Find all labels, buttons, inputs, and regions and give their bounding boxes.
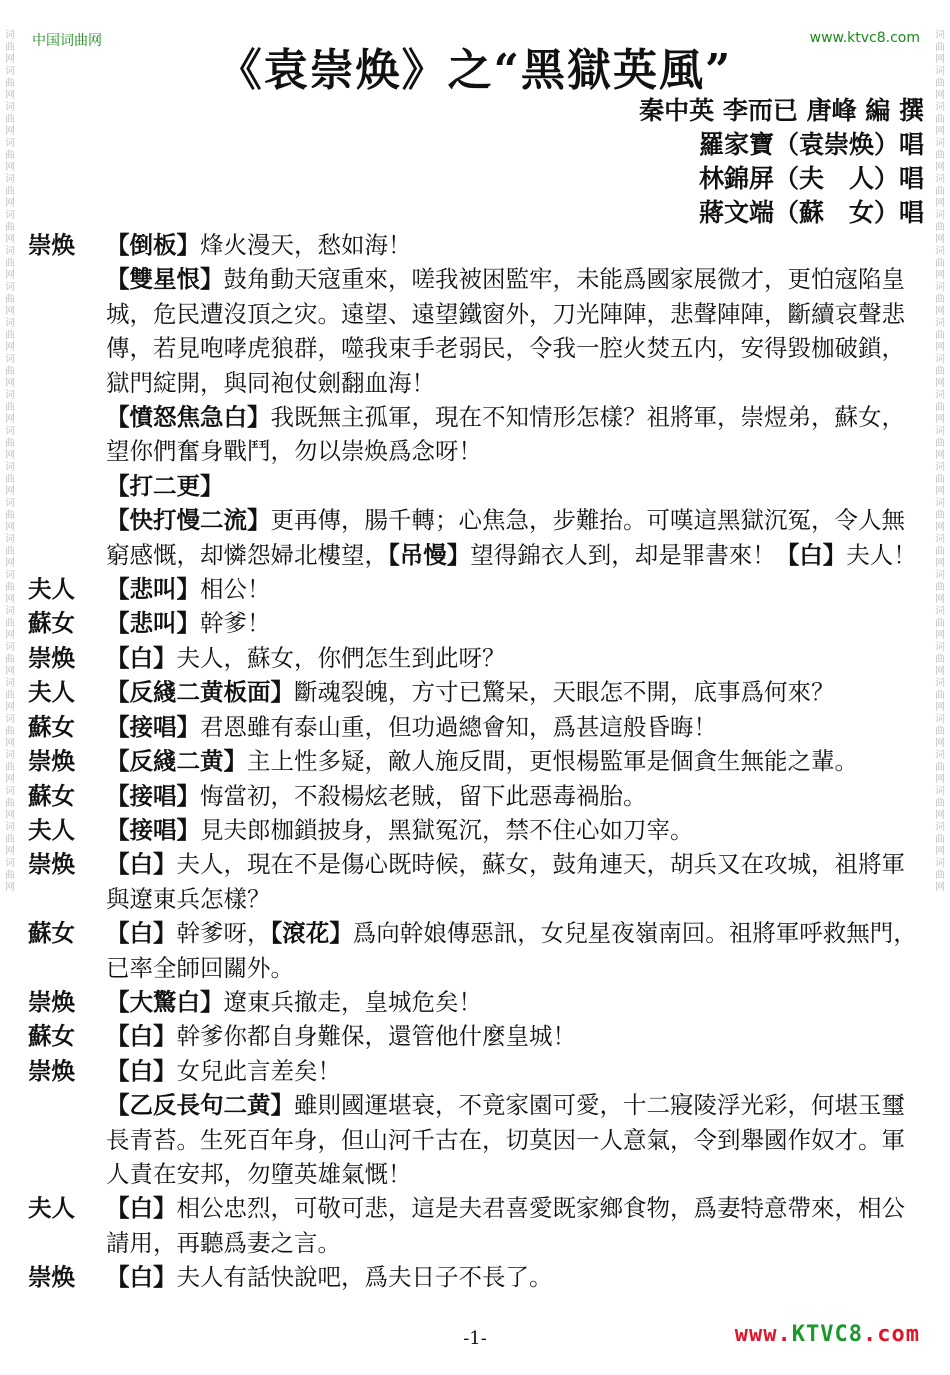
aria-tag: 【白】 (106, 1056, 177, 1085)
logo-part-www: www. (734, 1322, 792, 1347)
ktvc8-logo (735, 1322, 920, 1347)
aria-tag: 【滾花】 (270, 919, 353, 948)
aria-tag: 【白】 (106, 850, 177, 879)
lyric-text: 相公忠烈，可敬可悲，這是夫君喜愛既家鄉食物，爲妻特意帶來，相公請用，再聽爲妻之言。 (106, 1194, 905, 1257)
speaker-name: 崇焕 (28, 231, 75, 259)
aria-tag: 【白】 (106, 1194, 177, 1223)
lyric-text: 爲向幹娘傳惡訊，女兒星夜嶺南回。祖將軍呼救無門，已率全師回關外。 (106, 919, 917, 982)
line-text (106, 675, 928, 709)
script-line (28, 469, 928, 503)
lyric-text: 遼東兵撤走，皇城危矣！ (223, 987, 482, 1016)
line-text (106, 262, 928, 400)
lyric-text: 夫人，現在不是傷心既時候，蘇女，鼓角連天，胡兵又在攻城，祖將軍與遼東兵怎樣？ (106, 850, 905, 913)
lyric-text: 悔當初，不殺楊炫老賊，留下此惡毒禍胎。 (200, 781, 647, 810)
aria-tag: 【接唱】 (106, 712, 200, 741)
aria-tag: 【白】 (106, 919, 177, 948)
logo-part-com: .com (863, 1322, 920, 1347)
credit-line: 秦中英 李而已 唐峰 編 撰 (639, 96, 924, 125)
lyric-text: 幹爹呀， (176, 919, 271, 948)
aria-tag: 【接唱】 (106, 781, 200, 810)
script-line (28, 985, 928, 1019)
site-watermark-left: 中国词曲网 (32, 33, 102, 49)
aria-tag: 【乙反長句二黄】 (106, 1091, 294, 1120)
script-line (28, 503, 928, 572)
lyric-text: 女兒此言差矣！ (176, 1056, 341, 1085)
aria-tag: 【吊慢】 (388, 540, 471, 569)
lyric-text: 雖則國運堪衰，不竟家園可愛，十二寢陵浮光彩，何堪玉璽長青苔。生死百年身，但山河千古在，切莫因一人意氣，令到舉國作奴才。軍人責在安邦，勿墮英雄氣慨！ (106, 1091, 905, 1188)
script-line (28, 1054, 928, 1088)
line-text (106, 1260, 928, 1294)
line-text (106, 847, 928, 916)
line-text (106, 503, 928, 572)
lyric-text: 夫人有話快說吧，爲夫日子不長了。 (176, 1263, 553, 1292)
line-text (106, 1019, 928, 1053)
lyric-text: 烽火漫天，愁如海！ (200, 231, 412, 259)
script-line (28, 675, 928, 709)
line-text (106, 744, 928, 778)
line-text (106, 985, 928, 1019)
aria-tag: 【白】 (106, 643, 177, 672)
document-title: 《袁崇焕》之“黑獄英風” (217, 45, 733, 96)
credit-line: 林錦屏（夫 人）唱 (698, 164, 924, 193)
speaker-name (28, 262, 106, 400)
speaker-name: 夫人 (28, 815, 75, 844)
speaker-name: 夫人 (28, 575, 75, 604)
speaker-name: 崇焕 (28, 987, 75, 1016)
script-line (28, 1260, 928, 1294)
line-text (106, 1191, 928, 1260)
lyric-text: 更再傳，腸千轉；心焦急，步難抬。可嘆這黑獄沉冤，令人無窮感慨，却憐怨婦北樓望， (106, 506, 905, 569)
lyric-text: 我既無主孤軍，現在不知情形怎樣？祖將軍，崇煜弟，蘇女，望你們奮身戰鬥，勿以崇焕爲念呀！ (106, 403, 905, 466)
script-line (28, 641, 928, 675)
aria-tag: 【悲叫】 (106, 575, 200, 604)
speaker-name (28, 503, 106, 572)
speaker-name: 夫人 (28, 678, 75, 707)
speaker-name: 蘇女 (28, 781, 75, 810)
speaker-name: 夫人 (28, 1194, 75, 1223)
line-text (106, 1054, 928, 1088)
line-text (106, 710, 928, 744)
aria-tag: 【憤怒焦急白】 (106, 403, 271, 432)
lyric-text: 相公！ (200, 575, 271, 604)
script-body (28, 228, 928, 1295)
line-text (106, 572, 928, 606)
aria-tag: 【白】 (106, 1263, 177, 1292)
line-text (106, 916, 928, 985)
speaker-name: 蘇女 (28, 1022, 75, 1051)
credit-line: 蔣文端（蘇 女）唱 (698, 198, 924, 227)
credit-line: 羅家寶（袁崇焕）唱 (698, 130, 924, 159)
site-watermark-right: www.ktvc8.com (809, 30, 920, 46)
aria-tag: 【雙星恨】 (106, 265, 224, 294)
script-line (28, 779, 928, 813)
lyric-text: 斷魂裂魄，方寸已驚呆，天眼怎不開，底事爲何來？ (294, 678, 835, 707)
line-text (106, 813, 928, 847)
speaker-name: 崇焕 (28, 1263, 75, 1292)
aria-tag: 【大驚白】 (106, 987, 224, 1016)
script-line (28, 710, 928, 744)
script-line (28, 572, 928, 606)
page-number: -1- (463, 1328, 487, 1349)
aria-tag: 【打二更】 (106, 471, 224, 500)
speaker-name: 蘇女 (28, 609, 75, 638)
speaker-name: 崇焕 (28, 643, 75, 672)
speaker-name (28, 1088, 106, 1191)
line-text (106, 1088, 928, 1191)
lyric-text: 見夫郎枷鎖披身，黑獄冤沉，禁不住心如刀宰。 (200, 815, 694, 844)
line-text (106, 641, 928, 675)
aria-tag: 【反綫二黄】 (106, 747, 247, 776)
aria-tag: 【反綫二黄板面】 (106, 678, 294, 707)
script-line (28, 1191, 928, 1260)
speaker-name: 崇焕 (28, 850, 75, 879)
lyric-text: 夫人，蘇女，你們怎生到此呀？ (176, 643, 506, 672)
aria-tag: 【悲叫】 (106, 609, 200, 638)
logo-part-brand: KTVC8 (791, 1322, 864, 1347)
script-line (28, 813, 928, 847)
aria-tag: 【快打慢二流】 (106, 506, 271, 535)
speaker-name: 蘇女 (28, 712, 75, 741)
lyric-text: 幹爹！ (200, 609, 271, 638)
script-line (28, 1019, 928, 1053)
aria-tag: 【倒板】 (106, 231, 200, 259)
script-line (28, 847, 928, 916)
script-line (28, 262, 928, 400)
line-text (106, 469, 928, 503)
script-line (28, 228, 928, 262)
speaker-name (28, 400, 106, 469)
script-line (28, 744, 928, 778)
script-line (28, 1088, 928, 1191)
speaker-name: 崇焕 (28, 1056, 75, 1085)
credits (639, 94, 924, 230)
lyric-text: 主上性多疑，敵人施反間，更恨楊監軍是個貪生無能之輩。 (247, 747, 858, 776)
script-line (28, 916, 928, 985)
line-text (106, 779, 928, 813)
script-line (28, 400, 928, 469)
line-text (106, 400, 928, 469)
script-line (28, 606, 928, 640)
line-text (106, 228, 928, 262)
speaker-name: 崇焕 (28, 747, 75, 776)
aria-tag: 【白】 (106, 1022, 177, 1051)
lyric-text: 夫人！ (846, 540, 917, 569)
lyric-text: 君恩雖有泰山重，但功過總會知，爲甚這般昏晦！ (200, 712, 717, 741)
side-watermark-right: 词曲网词曲网词曲网词曲网词曲网词曲网词曲网词曲网词曲网词曲网词曲网词曲网词曲网词曲网词曲网词曲网词曲网词曲网词曲网词曲网词曲网词曲网词曲网词曲网 (935, 30, 945, 893)
speaker-name: 蘇女 (28, 919, 75, 948)
side-watermark-left: 词曲网词曲网词曲网词曲网词曲网词曲网词曲网词曲网词曲网词曲网词曲网词曲网词曲网词曲网词曲网词曲网词曲网词曲网词曲网词曲网词曲网词曲网词曲网词曲网 (5, 30, 15, 893)
line-text (106, 606, 928, 640)
lyric-text: 望得錦衣人到，却是罪書來！ (470, 540, 776, 569)
lyric-text: 鼓角動天寇重來，嗟我被困監牢，未能爲國家展微才，更怕寇陷皇城，危民遭沒頂之灾。遠望、遠望鐵窗外，刀光陣陣，悲聲陣陣，斷續哀聲悲傳，若見咆哮虎狼群，噬我束手老弱民，令我一腔火焚五内，安得毀枷破鎖，獄門綻開，與同袍仗劍翻血海！ (106, 265, 905, 397)
speaker-name (28, 469, 106, 503)
lyric-text: 幹爹你都自身難保，還管他什麼皇城！ (176, 1022, 576, 1051)
aria-tag: 【白】 (775, 540, 847, 569)
aria-tag: 【接唱】 (106, 815, 200, 844)
